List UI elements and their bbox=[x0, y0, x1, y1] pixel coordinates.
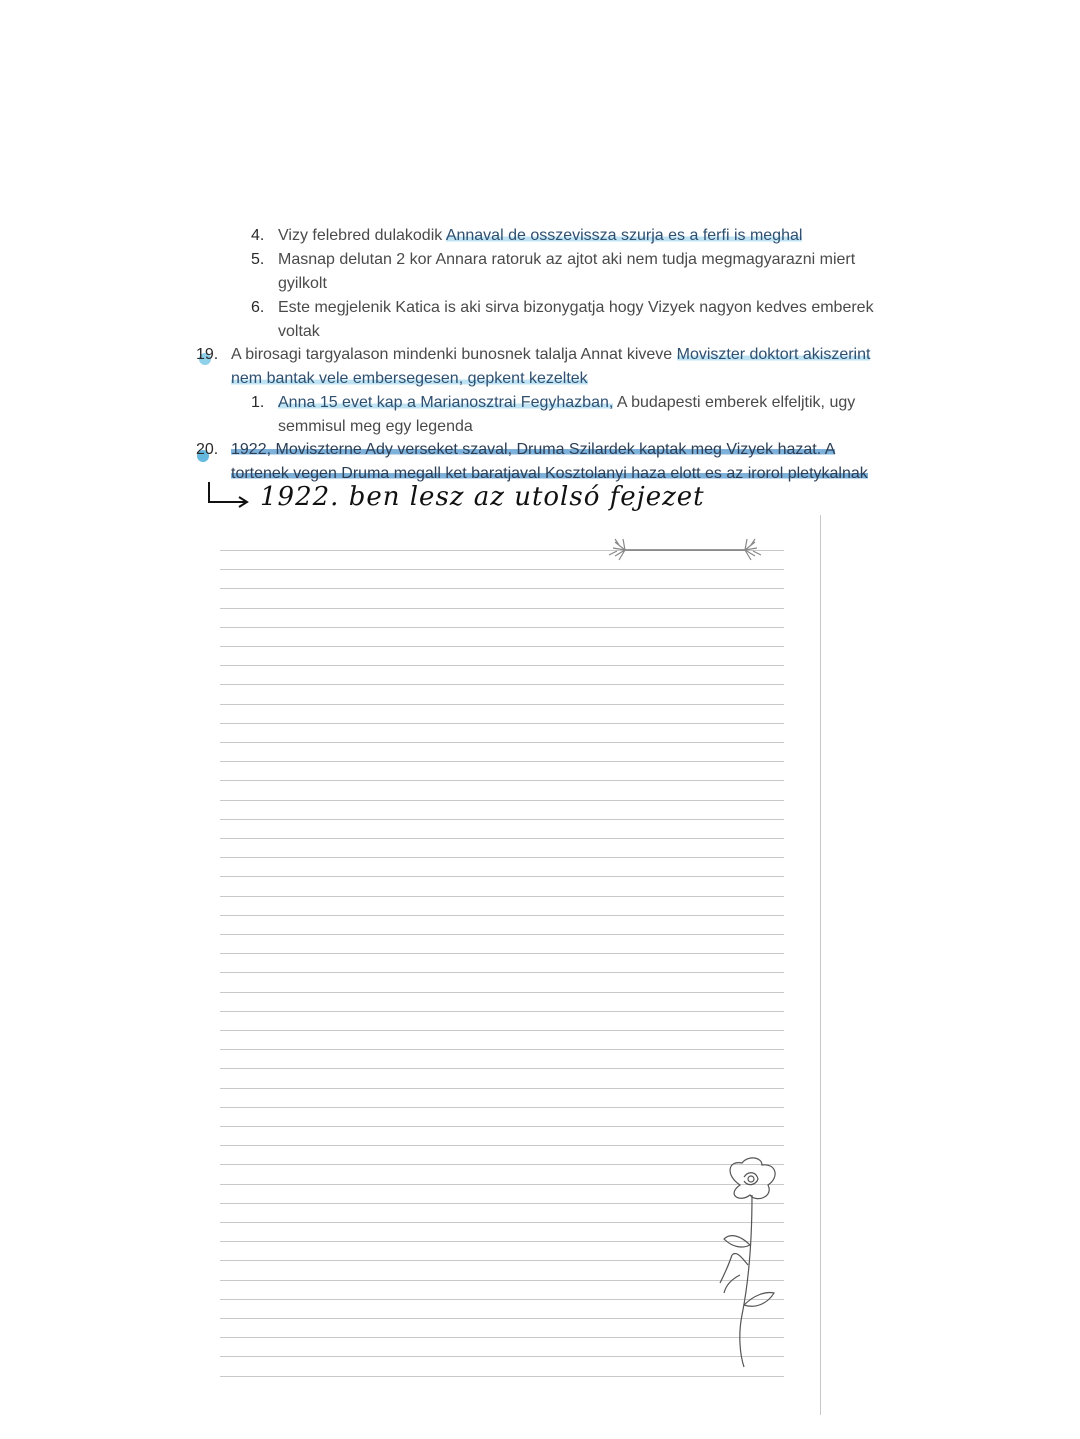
ruled-line bbox=[220, 1088, 784, 1089]
ruled-line bbox=[220, 723, 784, 724]
list-item-text bbox=[231, 344, 870, 366]
plain-text: A budapesti emberek elfeljtik, ugy bbox=[613, 394, 856, 411]
ruled-line bbox=[220, 1068, 784, 1069]
ruled-line bbox=[220, 684, 784, 685]
ruled-line bbox=[220, 761, 784, 762]
highlighted-text: Annaval de osszevissza szurja es a ferfi is meghal bbox=[445, 227, 803, 244]
ruled-line bbox=[220, 569, 784, 570]
ruled-line bbox=[220, 1011, 784, 1012]
margin-line bbox=[820, 515, 821, 1415]
leaf-divider-icon bbox=[605, 535, 765, 565]
ruled-line bbox=[220, 819, 784, 820]
ruled-line bbox=[220, 1107, 784, 1108]
ruled-line bbox=[220, 1299, 784, 1300]
ruled-line bbox=[220, 608, 784, 609]
list-number: 4. bbox=[251, 227, 265, 244]
list-item-text: Este megjelenik Katica is aki sirva bizonygatja hogy Vizyek nagyon kedves emberek bbox=[278, 299, 874, 316]
ruled-line bbox=[220, 780, 784, 781]
highlighted-text: Moviszter doktort akiszerint bbox=[676, 346, 871, 363]
ruled-line bbox=[220, 665, 784, 666]
ruled-line bbox=[220, 838, 784, 839]
list-number: 19. bbox=[196, 346, 219, 363]
highlighted-text: 1922, Moviszterne Ady verseket szaval, Druma Szilardek kaptak meg Vizyek hazat. A bbox=[231, 441, 836, 458]
plain-text: A birosagi targyalason mindenki bunosnek talalja Annat kiveve bbox=[231, 346, 677, 363]
ruled-line bbox=[220, 646, 784, 647]
ruled-line bbox=[220, 1318, 784, 1319]
ruled-line bbox=[220, 704, 784, 705]
ruled-line bbox=[220, 1126, 784, 1127]
list-number: 5. bbox=[251, 251, 265, 268]
ruled-line bbox=[220, 627, 784, 628]
ruled-line bbox=[220, 588, 784, 589]
ruled-line bbox=[220, 896, 784, 897]
lined-paper bbox=[220, 515, 820, 1415]
ruled-line bbox=[220, 1337, 784, 1338]
ruled-line bbox=[220, 953, 784, 954]
ruled-line bbox=[220, 1222, 784, 1223]
ruled-line bbox=[220, 742, 784, 743]
ruled-line bbox=[220, 800, 784, 801]
ruled-line bbox=[220, 876, 784, 877]
ruled-line bbox=[220, 1049, 784, 1050]
handwritten-note: 1922. ben lesz az utolsó fejezet bbox=[260, 482, 705, 512]
list-number: 6. bbox=[251, 299, 265, 316]
list-item-text-cont: semmisul meg egy legenda bbox=[278, 418, 473, 435]
ruled-line bbox=[220, 1376, 784, 1377]
list-item-text-cont bbox=[231, 368, 588, 390]
ruled-line bbox=[220, 1145, 784, 1146]
list-number: 1. bbox=[251, 394, 265, 411]
ruled-line bbox=[220, 992, 784, 993]
ruled-line bbox=[220, 1356, 784, 1357]
ruled-line bbox=[220, 1164, 784, 1165]
list-item-text: Masnap delutan 2 kor Annara ratoruk az ajtot aki nem tudja megmagyarazni miert bbox=[278, 251, 856, 268]
list-item-text-cont: gyilkolt bbox=[278, 275, 327, 292]
poppy-flower-icon bbox=[710, 1155, 800, 1375]
arrow-icon bbox=[205, 480, 265, 510]
ruled-line bbox=[220, 1184, 784, 1185]
ruled-line bbox=[220, 1280, 784, 1281]
list-item-text bbox=[278, 225, 802, 247]
list-item-text bbox=[278, 392, 855, 414]
ruled-line bbox=[220, 857, 784, 858]
ruled-line bbox=[220, 1203, 784, 1204]
highlighted-text: tortenek vegen Druma megall ket baratjaval Kosztolanyi haza elott es az irorol pletykalnak bbox=[231, 465, 868, 482]
ruled-line bbox=[220, 1030, 784, 1031]
list-number: 20. bbox=[196, 441, 219, 458]
ruled-line bbox=[220, 972, 784, 973]
highlighted-text: nem bantak vele embersegesen, gepkent kezeltek bbox=[231, 370, 588, 387]
ruled-line bbox=[220, 915, 784, 916]
highlighted-text: Anna 15 evet kap a Marianosztrai Fegyhazban, bbox=[278, 394, 614, 411]
ruled-line bbox=[220, 1260, 784, 1261]
ruled-line bbox=[220, 934, 784, 935]
plain-text: Vizy felebred dulakodik bbox=[278, 227, 446, 244]
ruled-line bbox=[220, 1241, 784, 1242]
list-item-text-cont: voltak bbox=[278, 323, 320, 340]
list-item-text bbox=[231, 439, 835, 461]
